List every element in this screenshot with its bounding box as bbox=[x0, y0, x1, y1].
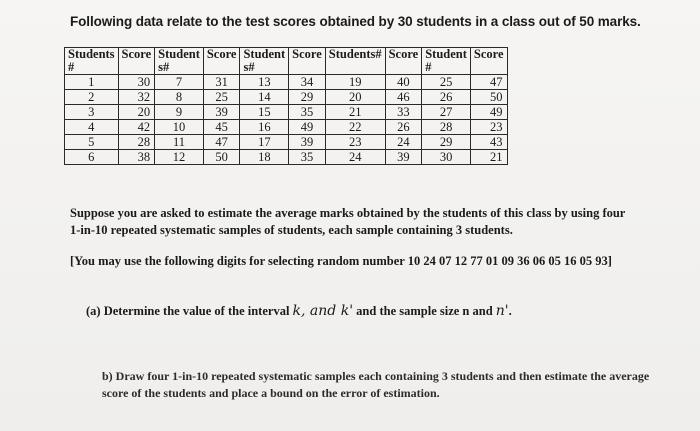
column-header-sublabel: s# bbox=[243, 60, 255, 74]
table-cell: 29 bbox=[289, 90, 326, 105]
table-cell: 39 bbox=[203, 105, 240, 120]
table-cell: 46 bbox=[385, 90, 422, 105]
column-header-label: Students# bbox=[328, 47, 382, 61]
table-cell: 20 bbox=[325, 90, 385, 105]
part-a-n-symbol: n' bbox=[495, 303, 509, 319]
table-cell: 30 bbox=[118, 75, 155, 90]
question-paragraph: Suppose you are asked to estimate the average marks obtained by the students of this class by using four 1-in-10 repeated systematic samples of students, each sample containing 3 students. bbox=[70, 206, 626, 237]
table-cell: 17 bbox=[240, 135, 289, 150]
column-header bbox=[325, 48, 385, 75]
table-row bbox=[65, 150, 508, 165]
column-header bbox=[470, 48, 507, 75]
column-header bbox=[385, 48, 422, 75]
table-cell: 49 bbox=[470, 105, 507, 120]
column-header-label: Students bbox=[68, 47, 115, 61]
column-header-label: Score bbox=[121, 47, 152, 61]
column-header-label: Score bbox=[388, 47, 419, 61]
table-cell: 23 bbox=[325, 135, 385, 150]
table-row bbox=[65, 75, 508, 90]
part-a-end: . bbox=[508, 304, 512, 318]
table-cell: 14 bbox=[240, 90, 289, 105]
table-cell: 21 bbox=[470, 150, 507, 165]
table-cell: 42 bbox=[118, 120, 155, 135]
table-cell: 33 bbox=[385, 105, 422, 120]
table-body bbox=[65, 75, 508, 165]
table-row bbox=[65, 135, 508, 150]
table-cell: 47 bbox=[203, 135, 240, 150]
column-header-label: Student bbox=[158, 47, 200, 61]
table-cell: 35 bbox=[289, 105, 326, 120]
table-cell: 39 bbox=[385, 150, 422, 165]
table-cell: 50 bbox=[470, 90, 507, 105]
table-cell: 35 bbox=[289, 150, 326, 165]
table-cell: 22 bbox=[325, 120, 385, 135]
table-cell: 9 bbox=[155, 105, 204, 120]
column-header-sublabel: # bbox=[425, 60, 432, 74]
table-cell: 26 bbox=[385, 120, 422, 135]
table-cell: 21 bbox=[325, 105, 385, 120]
column-header bbox=[240, 48, 289, 75]
column-header bbox=[422, 48, 471, 75]
table-cell: 19 bbox=[325, 75, 385, 90]
column-header-sublabel: s# bbox=[158, 60, 170, 74]
table-cell: 4 bbox=[65, 120, 119, 135]
table-cell: 18 bbox=[240, 150, 289, 165]
table-cell: 25 bbox=[422, 75, 471, 90]
table-cell: 1 bbox=[65, 75, 119, 90]
table-cell: 31 bbox=[203, 75, 240, 90]
table-row bbox=[65, 90, 508, 105]
table-row bbox=[65, 120, 508, 135]
scores-table bbox=[64, 47, 508, 165]
column-header-sublabel: # bbox=[68, 60, 75, 74]
part-b-question: b) Draw four 1-in-10 repeated systematic samples each containing 3 students and then estimate the average score of the students and place a bound on the error of estimation. bbox=[102, 369, 650, 400]
table-cell: 11 bbox=[155, 135, 204, 150]
column-header bbox=[289, 48, 326, 75]
table-cell: 24 bbox=[325, 150, 385, 165]
column-header bbox=[203, 48, 240, 75]
column-header bbox=[118, 48, 155, 75]
part-a-text-2: and the sample size n and bbox=[353, 304, 496, 318]
table-cell: 43 bbox=[470, 135, 507, 150]
table-cell: 5 bbox=[65, 135, 119, 150]
table-cell: 13 bbox=[240, 75, 289, 90]
table-cell: 7 bbox=[155, 75, 204, 90]
table-cell: 8 bbox=[155, 90, 204, 105]
table-cell: 39 bbox=[289, 135, 326, 150]
column-header bbox=[65, 48, 119, 75]
table-cell: 10 bbox=[155, 120, 204, 135]
table-cell: 16 bbox=[240, 120, 289, 135]
table-cell: 38 bbox=[118, 150, 155, 165]
table-cell: 40 bbox=[385, 75, 422, 90]
table-cell: 2 bbox=[65, 90, 119, 105]
table-cell: 25 bbox=[203, 90, 240, 105]
table-cell: 20 bbox=[118, 105, 155, 120]
table-row bbox=[65, 105, 508, 120]
column-header-label: Score bbox=[473, 47, 504, 61]
table-cell: 12 bbox=[155, 150, 204, 165]
table-cell: 28 bbox=[118, 135, 155, 150]
table-cell: 24 bbox=[385, 135, 422, 150]
column-header-label: Score bbox=[206, 47, 237, 61]
column-header-label: Student bbox=[425, 47, 467, 61]
table-cell: 50 bbox=[203, 150, 240, 165]
table-cell: 29 bbox=[422, 135, 471, 150]
table-cell: 49 bbox=[289, 120, 326, 135]
table-cell: 28 bbox=[422, 120, 471, 135]
table-cell: 32 bbox=[118, 90, 155, 105]
table-cell: 6 bbox=[65, 150, 119, 165]
table-cell: 15 bbox=[240, 105, 289, 120]
part-a-question bbox=[86, 303, 646, 320]
column-header bbox=[155, 48, 204, 75]
table-cell: 45 bbox=[203, 120, 240, 135]
table-header-row bbox=[65, 48, 508, 75]
table-cell: 23 bbox=[470, 120, 507, 135]
table-cell: 26 bbox=[422, 90, 471, 105]
table-cell: 3 bbox=[65, 105, 119, 120]
random-digits-note: [You may use the following digits for selecting random number 10 24 07 12 77 01 09 36 06 05 16 05 93] bbox=[70, 254, 612, 268]
table-cell: 47 bbox=[470, 75, 507, 90]
column-header-label: Score bbox=[292, 47, 322, 61]
page-title: Following data relate to the test scores obtained by 30 students in a class out of 50 marks. bbox=[70, 14, 641, 29]
column-header-label: Student bbox=[243, 47, 286, 61]
table-cell: 27 bbox=[422, 105, 471, 120]
table-cell: 34 bbox=[289, 75, 326, 90]
part-a-text: (a) Determine the value of the interval bbox=[86, 304, 293, 318]
table-cell: 30 bbox=[422, 150, 471, 165]
part-a-k-symbols: k, and k' bbox=[292, 303, 354, 319]
